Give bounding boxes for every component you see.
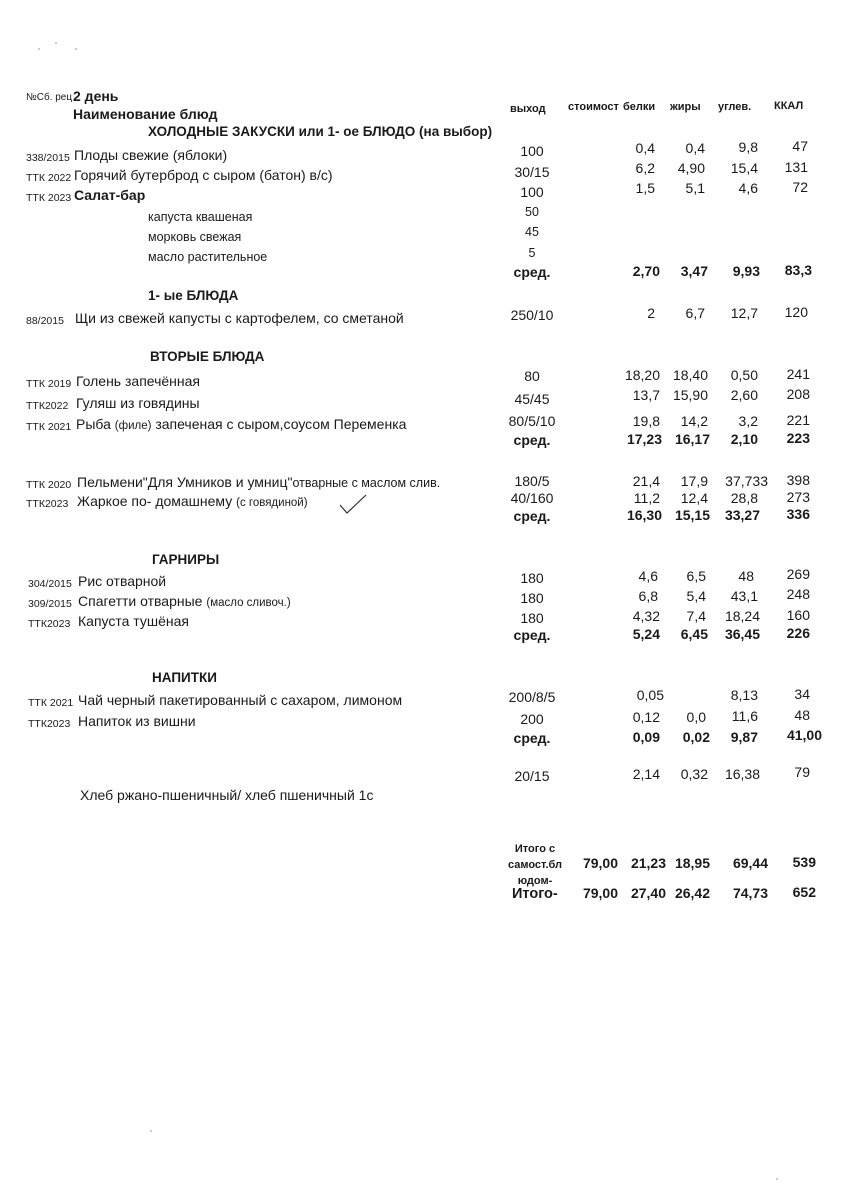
protein-value: 11,2 — [633, 490, 660, 506]
scan-speck — [776, 1178, 778, 1180]
output-value: 200 — [520, 711, 544, 727]
dish-name-note: (с говядиной) — [236, 497, 308, 509]
recipe-code: ТТК2023 — [26, 498, 69, 510]
carbs-value: 0,50 — [730, 367, 758, 383]
output-value: 180/5 — [514, 473, 550, 489]
dish-name-main: Пельмени"Для Умников и умниц" — [77, 474, 293, 490]
dish-name-note: отварные с маслом слив. — [292, 476, 441, 490]
section-title-garnish: ГАРНИРЫ — [152, 552, 220, 567]
kcal-value: 273 — [786, 489, 810, 505]
recipe-code: ТТК 2023 — [26, 192, 72, 204]
fat-value: 5,4 — [686, 588, 706, 604]
carbs-value: 28,8 — [730, 490, 758, 506]
scan-speck — [55, 42, 57, 44]
ingredient-name: масло растительное — [148, 250, 268, 264]
fat-value: 5,1 — [685, 180, 705, 196]
output-value: 100 — [520, 143, 544, 159]
kcal-value: 83,3 — [784, 262, 812, 278]
protein-value: 13,7 — [632, 387, 660, 403]
dish-name-header: Наименование блюд — [73, 106, 218, 122]
output-value: 180 — [520, 610, 544, 626]
avg-label: сред. — [513, 627, 551, 643]
kcal-value: 131 — [784, 159, 808, 175]
kcal-value: 79 — [794, 764, 810, 780]
protein-value: 17,23 — [626, 431, 662, 447]
recipe-code: ТТК2023 — [28, 718, 71, 730]
avg-label: сред. — [513, 508, 551, 524]
dish-name: Рис отварной — [78, 573, 167, 589]
protein-value: 5,24 — [632, 626, 660, 642]
recipe-code: ТТК 2020 — [26, 479, 72, 491]
carbs-value: 9,87 — [730, 729, 758, 745]
fat-value: 0,4 — [685, 140, 705, 156]
protein-value: 1,5 — [635, 180, 655, 196]
ingredient-output: 5 — [528, 246, 536, 260]
dish-name: Горячий бутерброд с сыром (батон) в/с) — [74, 167, 333, 183]
cost-value: 79,00 — [582, 885, 618, 901]
output-value: 100 — [520, 184, 544, 200]
fat-value: 0,0 — [686, 709, 706, 725]
kcal-value: 223 — [786, 430, 810, 446]
dish-name: Салат-бар — [74, 187, 146, 203]
carbs-value: 16,38 — [724, 766, 760, 782]
kcal-value: 41,00 — [786, 727, 822, 743]
scan-speck — [150, 1130, 152, 1132]
carbs-value: 33,27 — [724, 507, 760, 523]
dish-name: Чай черный пакетированный с сахаром, лимоном — [78, 692, 403, 708]
recipe-code: ТТК 2022 — [26, 172, 72, 184]
avg-label: сред. — [513, 264, 551, 280]
fat-value: 16,17 — [674, 431, 710, 447]
checkmark-icon — [338, 493, 368, 517]
totals-all-label: Итого- — [512, 886, 558, 902]
dish-name: Хлеб ржано-пшеничный/ хлеб пшеничный 1с — [80, 787, 374, 803]
fat-value: 0,32 — [680, 766, 708, 782]
dish-name — [77, 493, 308, 509]
recipe-code: ТТК 2021 — [26, 421, 72, 433]
dish-name: Капуста тушёная — [78, 613, 189, 629]
protein-value: 2 — [647, 305, 655, 321]
totals-self-label-3: юдом- — [517, 875, 553, 887]
fat-value: 6,7 — [685, 305, 705, 321]
kcal-value: 48 — [794, 707, 810, 723]
scan-speck — [75, 48, 77, 50]
col-carbs-header: углев. — [718, 101, 752, 113]
kcal-value: 398 — [786, 472, 810, 488]
section-title-drinks: НАПИТКИ — [152, 670, 217, 685]
totals-self-label-2: самост.бл — [507, 859, 563, 871]
kcal-value: 47 — [792, 138, 808, 154]
col-kcal-header: ККАЛ — [774, 100, 804, 112]
dish-name-note: (филе) — [114, 420, 152, 432]
dish-name: Щи из свежей капусты с картофелем, со сметаной — [75, 310, 404, 326]
ingredient-output: 50 — [525, 205, 539, 219]
recipe-code-header: №Сб. рец — [26, 92, 73, 103]
recipe-code: 309/2015 — [28, 598, 72, 610]
carbs-value: 9,8 — [738, 139, 758, 155]
fat-value: 18,40 — [672, 367, 708, 383]
carbs-value: 36,45 — [724, 626, 760, 642]
fat-value: 17,9 — [680, 473, 708, 489]
carbs-value: 69,44 — [732, 855, 768, 871]
carbs-value: 43,1 — [730, 588, 758, 604]
protein-value: 16,30 — [626, 507, 662, 523]
ingredient-name: капуста квашеная — [148, 210, 253, 224]
ingredient-name: морковь свежая — [148, 230, 242, 244]
fat-value: 12,4 — [680, 490, 708, 506]
avg-label: сред. — [513, 730, 551, 746]
dish-name: Напиток из вишни — [78, 713, 196, 729]
fat-value: 0,02 — [682, 729, 710, 745]
kcal-value: 652 — [792, 884, 816, 900]
output-value: 80 — [524, 368, 540, 384]
kcal-value: 241 — [786, 366, 810, 382]
dish-name — [77, 474, 440, 490]
dish-name: Гуляш из говядины — [76, 395, 200, 411]
fat-value: 3,47 — [680, 263, 708, 279]
section-title-cold: ХОЛОДНЫЕ ЗАКУСКИ или 1- ое БЛЮДО (на выбор) — [148, 124, 493, 139]
carbs-value: 37,733 — [725, 473, 768, 489]
col-protein-header: белки — [623, 101, 656, 113]
dish-name — [76, 416, 406, 432]
carbs-value: 18,24 — [724, 608, 760, 624]
col-cost-header: стоимост — [568, 101, 619, 113]
protein-value: 19,8 — [632, 413, 660, 429]
dish-name — [78, 593, 291, 609]
recipe-code: ТТК2022 — [26, 400, 69, 412]
kcal-value: 221 — [786, 412, 810, 428]
protein-value: 18,20 — [624, 367, 660, 383]
recipe-code: 88/2015 — [26, 315, 64, 327]
dish-name-rest: запеченая с сыром,соусом Переменка — [155, 416, 407, 432]
carbs-value: 48 — [738, 568, 754, 584]
kcal-value: 269 — [786, 566, 810, 582]
totals-self-label-1: Итого с — [514, 843, 556, 855]
protein-value: 4,32 — [632, 608, 660, 624]
cost-value: 79,00 — [582, 855, 618, 871]
fat-value: 26,42 — [674, 885, 710, 901]
dish-name-note: (масло сливоч.) — [206, 597, 291, 609]
scan-speck — [38, 48, 40, 50]
output-value: 180 — [520, 570, 544, 586]
output-value: 200/8/5 — [508, 689, 556, 705]
kcal-value: 336 — [786, 506, 810, 522]
output-value: 30/15 — [514, 164, 550, 180]
protein-value: 2,14 — [632, 766, 660, 782]
kcal-value: 248 — [786, 586, 810, 602]
fat-value: 6,45 — [680, 626, 708, 642]
carbs-value: 2,10 — [730, 431, 758, 447]
protein-value: 21,4 — [632, 473, 660, 489]
output-value: 250/10 — [510, 307, 554, 323]
protein-value: 6,2 — [635, 160, 655, 176]
output-value: 180 — [520, 590, 544, 606]
protein-value: 6,8 — [638, 588, 658, 604]
col-output-header: выход — [510, 103, 546, 115]
fat-value: 14,2 — [680, 413, 708, 429]
output-value: 40/160 — [510, 490, 554, 506]
carbs-value: 8,13 — [730, 687, 758, 703]
carbs-value: 15,4 — [730, 160, 758, 176]
protein-value: 27,40 — [630, 885, 666, 901]
fat-value: 15,15 — [674, 507, 710, 523]
carbs-value: 4,6 — [738, 180, 758, 196]
output-value: 80/5/10 — [508, 413, 556, 429]
fat-value: 18,95 — [674, 855, 710, 871]
kcal-value: 160 — [786, 607, 810, 623]
kcal-value: 120 — [784, 304, 808, 320]
kcal-value: 34 — [794, 686, 810, 702]
output-value: 45/45 — [514, 391, 550, 407]
protein-value: 0,4 — [635, 140, 655, 156]
carbs-value: 2,60 — [730, 387, 758, 403]
fat-value: 6,5 — [686, 568, 706, 584]
recipe-code: ТТК 2021 — [28, 697, 74, 709]
carbs-value: 11,6 — [731, 708, 758, 724]
fat-value: 15,90 — [672, 387, 708, 403]
ingredient-output: 45 — [525, 225, 539, 239]
section-title-second: ВТОРЫЕ БЛЮДА — [150, 349, 265, 364]
carbs-value: 74,73 — [732, 885, 768, 901]
recipe-code: 338/2015 — [26, 152, 70, 164]
dish-name: Плоды свежие (яблоки) — [74, 147, 228, 163]
protein-value: 4,6 — [638, 568, 658, 584]
protein-value: 21,23 — [630, 855, 666, 871]
avg-label: сред. — [513, 432, 551, 448]
day-title: 2 день — [73, 88, 119, 104]
recipe-code: ТТК 2019 — [26, 378, 72, 390]
col-fat-header: жиры — [670, 101, 701, 113]
protein-value: 0,05 — [636, 687, 664, 703]
dish-name-main: Спагетти отварные — [78, 593, 203, 609]
fat-value: 7,4 — [686, 608, 706, 624]
kcal-value: 539 — [792, 854, 816, 870]
carbs-value: 9,93 — [732, 263, 760, 279]
recipe-code: 304/2015 — [28, 578, 72, 590]
carbs-value: 12,7 — [730, 305, 758, 321]
dish-name: Голень запечённая — [76, 373, 201, 389]
carbs-value: 3,2 — [738, 413, 758, 429]
fat-value: 4,90 — [677, 160, 705, 176]
section-title-first: 1- ые БЛЮДА — [148, 288, 239, 303]
protein-value: 2,70 — [632, 263, 660, 279]
kcal-value: 226 — [786, 625, 810, 641]
dish-name-main: Рыба — [76, 416, 111, 432]
dish-name-main: Жаркое по- домашнему — [77, 493, 233, 509]
recipe-code: ТТК2023 — [28, 618, 71, 630]
protein-value: 0,09 — [632, 729, 660, 745]
output-value: 20/15 — [514, 768, 550, 784]
kcal-value: 72 — [792, 179, 808, 195]
protein-value: 0,12 — [632, 709, 660, 725]
kcal-value: 208 — [786, 386, 810, 402]
